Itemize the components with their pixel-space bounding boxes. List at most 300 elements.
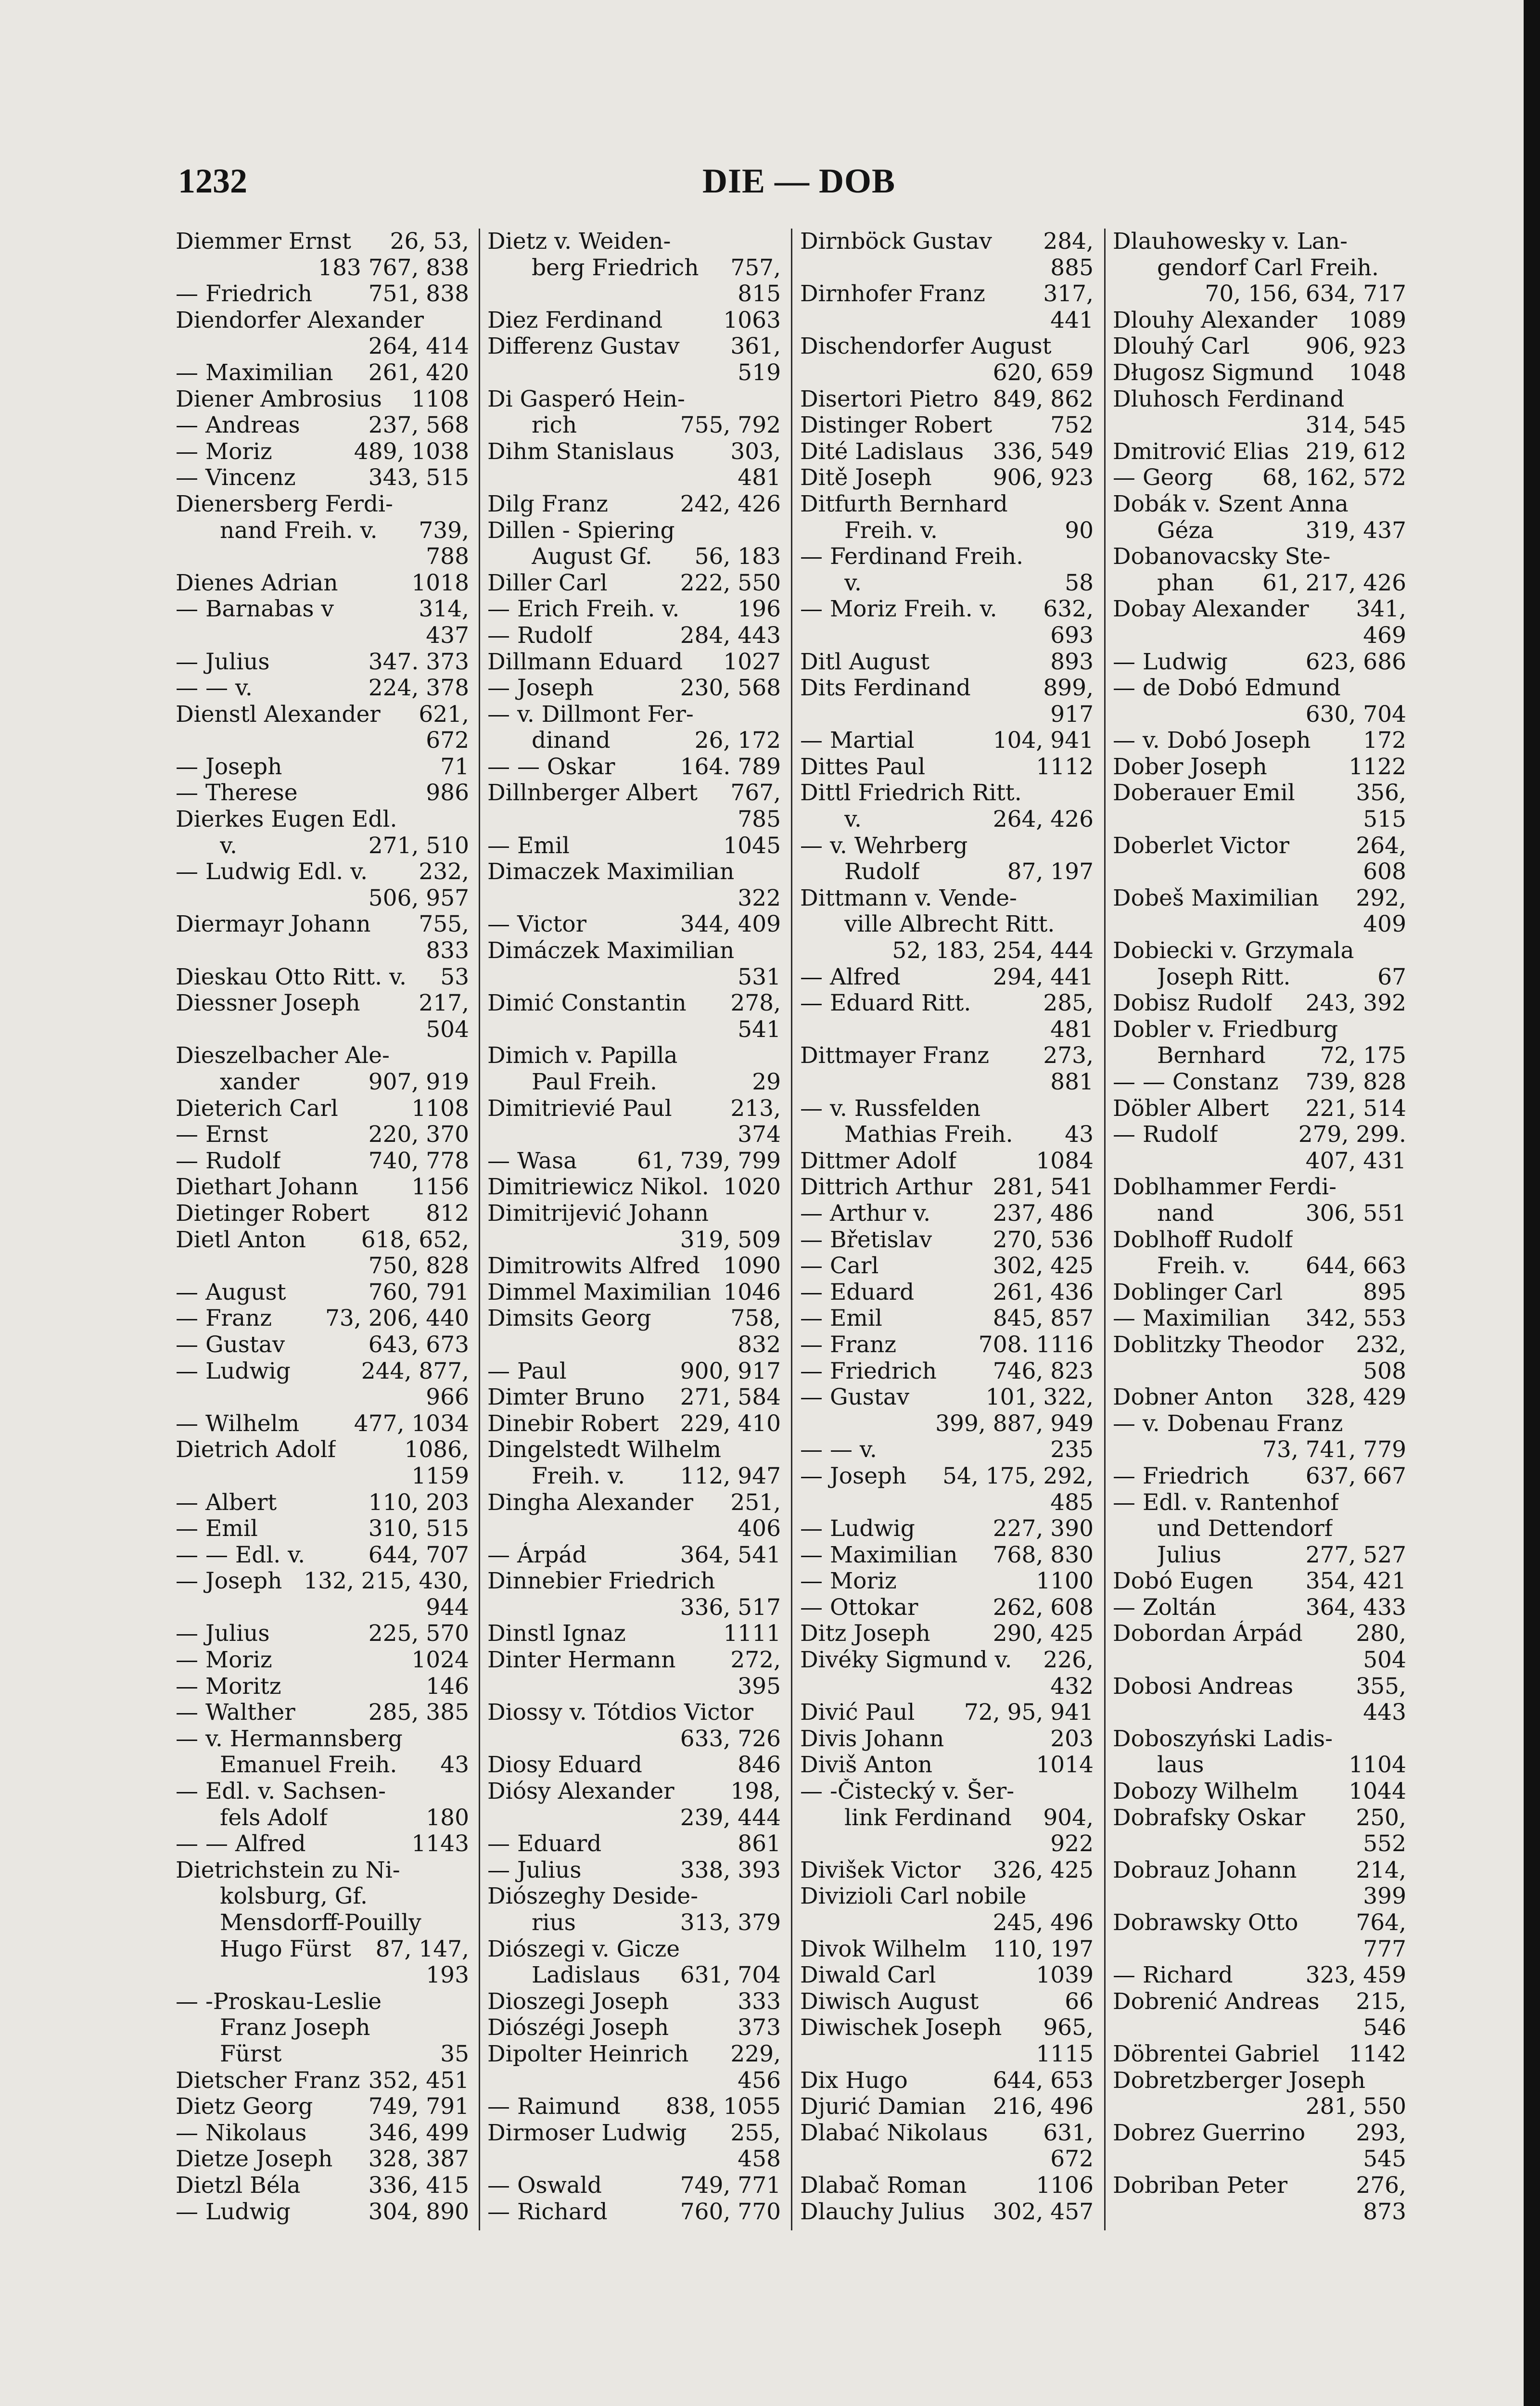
entry-page-refs: [776, 702, 781, 728]
entry-page-refs: 229, 410: [680, 1410, 781, 1437]
entry-page-refs: 443: [1363, 1700, 1406, 1726]
entry-name: Ladislaus: [532, 1962, 640, 1989]
entry-page-refs: 758,: [730, 1305, 781, 1332]
index-entry-line: [176, 2094, 469, 2120]
entry-page-refs: [1089, 885, 1094, 912]
index-entry-line: [487, 1595, 781, 1621]
index-entry-line: [800, 623, 1094, 649]
entry-name: Freih. v.: [844, 517, 938, 544]
index-entry-line: [176, 728, 469, 754]
entry-name: — Emil: [176, 1516, 258, 1542]
index-entry-line: [1113, 2120, 1406, 2147]
entry-page-refs: 1156: [411, 1174, 469, 1201]
entry-name: Dipolter Heinrich: [487, 2041, 689, 2067]
entry-name: — Oswald: [487, 2172, 602, 2199]
index-entry-line: [1113, 1621, 1406, 1647]
index-entry-line: [487, 2094, 781, 2120]
index-entry-line: [487, 386, 781, 413]
entry-name: Dlabać Nikolaus: [800, 2120, 988, 2146]
entry-page-refs: 250,: [1356, 1804, 1406, 1831]
entry-page-refs: [776, 386, 781, 413]
index-entry-line: [1113, 1490, 1406, 1516]
index-entry-line: [1113, 780, 1406, 806]
entry-page-refs: 1086,: [404, 1437, 469, 1463]
entry-name: Diemmer Ernst: [176, 229, 351, 255]
index-entry-line: [176, 938, 469, 964]
index-entry-line: [176, 675, 469, 702]
index-entry-line: [487, 570, 781, 597]
index-entry-line: [1113, 1647, 1406, 1674]
index-entry-line: [176, 1437, 469, 1463]
entry-page-refs: 338, 393: [680, 1857, 781, 1883]
index-entry-line: [176, 754, 469, 781]
running-head: DIE — DOB: [702, 162, 896, 200]
entry-name: Dietrich Adolf: [176, 1437, 336, 1463]
entry-page-refs: 873: [1363, 2199, 1406, 2225]
index-entry-line: [487, 1332, 781, 1358]
entry-name: Ditz Joseph: [800, 1621, 930, 1647]
entry-name: — Andreas: [176, 412, 300, 439]
entry-name: Diwisch August: [800, 1988, 979, 2015]
entry-page-refs: 237, 568: [368, 412, 469, 439]
index-entry-line: [800, 1201, 1094, 1227]
entry-name: Dietl Anton: [176, 1227, 306, 1253]
entry-page-refs: 768, 830: [993, 1542, 1094, 1568]
index-entry-line: [487, 1280, 781, 1306]
entry-page-refs: 1090: [723, 1253, 781, 1280]
index-entry-line: [487, 1726, 781, 1753]
entry-page-refs: 67: [1377, 964, 1406, 990]
entry-page-refs: 302, 425: [993, 1253, 1094, 1280]
entry-name: Paul Freih.: [532, 1069, 657, 1095]
entry-page-refs: 243, 392: [1305, 990, 1406, 1017]
index-entry-line: [1113, 386, 1406, 413]
index-entry-line: [176, 1332, 469, 1358]
entry-page-refs: 1104: [1349, 1752, 1406, 1779]
entry-page-refs: 71: [440, 754, 469, 780]
index-entry-line: [1113, 911, 1406, 938]
entry-page-refs: [776, 938, 781, 964]
index-entry-line: [176, 1726, 469, 1753]
entry-page-refs: 87, 147,: [375, 1936, 469, 1962]
index-entry-line: [1113, 1201, 1406, 1227]
entry-name: Dirnhofer Franz: [800, 281, 985, 307]
entry-page-refs: 214,: [1356, 1857, 1406, 1883]
entry-name: Doblhammer Ferdi-: [1113, 1174, 1337, 1201]
entry-name: — Árpád: [487, 1542, 587, 1568]
entry-name: Divok Wilhelm: [800, 1936, 967, 1962]
entry-name: Franz Joseph: [220, 2015, 370, 2041]
entry-page-refs: 314, 545: [1305, 412, 1406, 439]
entry-name: Distinger Robert: [800, 412, 993, 439]
entry-page-refs: 235: [1050, 1437, 1094, 1463]
entry-page-refs: 899,: [1043, 675, 1094, 702]
entry-name: Dobeš Maximilian: [1113, 885, 1319, 911]
index-entry-line: [800, 1227, 1094, 1254]
index-entry-line: [176, 1752, 469, 1779]
entry-name: — — v.: [176, 675, 253, 702]
entry-name: — Ludwig: [176, 1358, 291, 1384]
index-entry-line: [800, 1148, 1094, 1175]
entry-name: Diószeghy Deside-: [487, 1883, 698, 1910]
index-entry-line: [1113, 1883, 1406, 1910]
column-rule: [1104, 229, 1106, 2230]
entry-name: Divić Paul: [800, 1700, 915, 1726]
entry-page-refs: 61, 217, 426: [1262, 570, 1406, 596]
entry-name: — v. Dobó Joseph: [1113, 728, 1311, 754]
index-entry-line: [800, 1910, 1094, 1936]
entry-name: Julius: [1157, 1542, 1222, 1568]
entry-page-refs: 504: [1363, 1647, 1406, 1674]
entry-page-refs: 328, 429: [1305, 1384, 1406, 1411]
entry-page-refs: [1401, 1174, 1406, 1201]
index-entry-line: [800, 1621, 1094, 1647]
entry-page-refs: 693: [1050, 622, 1094, 649]
index-entry-line: [800, 1883, 1094, 1910]
index-entry-line: [800, 1253, 1094, 1280]
entry-page-refs: 35: [440, 2041, 469, 2067]
index-entry-line: [487, 1437, 781, 1463]
entry-name: — Ludwig: [1113, 649, 1228, 675]
entry-page-refs: 409: [1363, 911, 1406, 938]
index-entry-line: [487, 1936, 781, 1963]
entry-name: Disertori Pietro: [800, 386, 979, 412]
index-entry-line: [800, 1805, 1094, 1831]
index-entry-line: [487, 990, 781, 1017]
entry-page-refs: 221, 514: [1305, 1095, 1406, 1122]
entry-name: berg Friedrich: [532, 255, 699, 281]
entry-page-refs: 110, 203: [368, 1489, 469, 1516]
entry-page-refs: 845, 857: [993, 1305, 1094, 1332]
entry-name: — Moriz: [800, 1568, 897, 1595]
index-entry-line: [800, 1700, 1094, 1726]
index-entry-line: [487, 1752, 781, 1779]
index-entry-line: [487, 2199, 781, 2226]
index-entry-line: [176, 465, 469, 491]
index-entry-line: [487, 964, 781, 991]
entry-name: Dimsits Georg: [487, 1305, 651, 1332]
entry-page-refs: [776, 518, 781, 544]
entry-name: Dimitrijević Johann: [487, 1200, 709, 1227]
entry-page-refs: 264, 414: [368, 333, 469, 360]
entry-page-refs: 319, 509: [680, 1227, 781, 1253]
index-entry-line: [800, 806, 1094, 833]
index-entry-line: [1113, 544, 1406, 570]
entry-page-refs: 183 767, 838: [318, 255, 469, 281]
entry-name: — Julius: [176, 649, 270, 675]
entry-page-refs: 757,: [730, 255, 781, 281]
entry-page-refs: 746, 823: [993, 1358, 1094, 1384]
entry-name: Dinnebier Friedrich: [487, 1568, 715, 1595]
index-entry-line: [1113, 1805, 1406, 1831]
entry-name: Dittl Friedrich Ritt.: [800, 780, 1022, 806]
index-entry-line: [487, 360, 781, 386]
entry-name: Diószegi v. Gicze: [487, 1936, 680, 1962]
index-entry-line: [1113, 2094, 1406, 2120]
entry-page-refs: 251,: [730, 1489, 781, 1516]
entry-name: link Ferdinand: [844, 1804, 1012, 1831]
index-entry-line: [800, 1962, 1094, 1989]
entry-page-refs: [464, 2015, 469, 2041]
entry-name: Dinstl Ignaz: [487, 1621, 626, 1647]
index-entry-line: [176, 1148, 469, 1175]
index-entry-line: [800, 412, 1094, 439]
index-entry-line: [487, 229, 781, 255]
entry-name: — Ludwig: [176, 2199, 291, 2225]
index-entry-line: [487, 780, 781, 806]
entry-name: gendorf Carl Freih.: [1157, 255, 1379, 281]
index-entry-line: [487, 518, 781, 544]
index-entry-line: [1113, 1437, 1406, 1463]
entry-name: — Moriz Freih. v.: [800, 596, 997, 623]
entry-page-refs: 244, 877,: [361, 1358, 469, 1384]
entry-name: Dietrichstein zu Ni-: [176, 1857, 400, 1883]
index-entry-line: [1113, 1069, 1406, 1096]
entry-page-refs: 893: [1050, 649, 1094, 675]
index-entry-line: [800, 2146, 1094, 2173]
index-entry-line: [800, 702, 1094, 728]
index-entry-line: [487, 1674, 781, 1700]
index-entry-line: [176, 412, 469, 439]
entry-page-refs: 785: [738, 806, 781, 833]
entry-page-refs: 196: [738, 596, 781, 623]
entry-name: Dité Ladislaus: [800, 438, 964, 465]
index-entry-line: [800, 649, 1094, 676]
entry-page-refs: 229,: [730, 2041, 781, 2067]
index-entry-line: [800, 386, 1094, 413]
entry-name: — Zoltán: [1113, 1594, 1217, 1621]
entry-page-refs: 306, 551: [1305, 1200, 1406, 1227]
entry-page-refs: 621,: [419, 701, 469, 728]
index-entry-line: [487, 1043, 781, 1069]
entry-name: Dobisz Rudolf: [1113, 990, 1273, 1017]
entry-name: Dimitrievié Paul: [487, 1095, 672, 1122]
entry-page-refs: 271, 584: [680, 1384, 781, 1411]
entry-name: — Barnabas v: [176, 596, 334, 623]
index-entry-line: [1113, 1122, 1406, 1148]
entry-page-refs: 922: [1050, 1831, 1094, 1857]
entry-page-refs: [1089, 333, 1094, 360]
entry-name: — Julius: [176, 1621, 270, 1647]
index-entry-line: [176, 964, 469, 991]
index-entry-line: [800, 1674, 1094, 1700]
index-entry-line: [487, 885, 781, 912]
entry-name: August Gf.: [532, 544, 652, 570]
entry-page-refs: 777: [1363, 1936, 1406, 1962]
entry-name: — Eduard: [487, 1831, 602, 1857]
entry-page-refs: 849, 862: [993, 386, 1094, 412]
index-entry-line: [800, 1437, 1094, 1463]
entry-name: — Carl: [800, 1253, 879, 1280]
entry-page-refs: 815: [738, 281, 781, 307]
index-entry-line: [1113, 833, 1406, 859]
index-entry-line: [487, 596, 781, 623]
entry-name: — Richard: [1113, 1962, 1233, 1989]
entry-page-refs: 504: [426, 1016, 469, 1043]
entry-name: Dits Ferdinand: [800, 675, 971, 702]
entry-name: Dienstl Alexander: [176, 701, 381, 728]
entry-name: — v. Dillmont Fer-: [487, 701, 694, 728]
entry-page-refs: 917: [1050, 701, 1094, 728]
entry-page-refs: 203: [1050, 1726, 1094, 1752]
entry-page-refs: 272,: [730, 1647, 781, 1674]
entry-name: Bernhard: [1157, 1043, 1266, 1069]
index-entry-line: [800, 1174, 1094, 1201]
entry-page-refs: [776, 1043, 781, 1069]
index-entry-line: [1113, 2041, 1406, 2068]
entry-name: — Gustav: [176, 1331, 285, 1358]
entry-name: Dillen - Spiering: [487, 517, 675, 544]
entry-name: Doberauer Emil: [1113, 780, 1295, 806]
index-entry-line: [1113, 1595, 1406, 1621]
index-entry-line: [1113, 754, 1406, 781]
entry-page-refs: 620, 659: [993, 359, 1094, 386]
index-entry-line: [487, 1989, 781, 2015]
entry-name: — Joseph: [176, 754, 282, 780]
index-entry-line: [176, 307, 469, 334]
entry-page-refs: 225, 570: [368, 1621, 469, 1647]
entry-name: Divis Johann: [800, 1726, 944, 1752]
index-entry-line: [487, 1227, 781, 1254]
entry-name: Dirmoser Ludwig: [487, 2120, 687, 2146]
entry-page-refs: [776, 1883, 781, 1910]
index-entry-line: [1113, 1516, 1406, 1542]
entry-name: Döbler Albert: [1113, 1095, 1269, 1122]
entry-name: Emanuel Freih.: [220, 1752, 397, 1779]
index-entry-line: [487, 2173, 781, 2199]
entry-page-refs: 672: [1050, 2146, 1094, 2173]
entry-page-refs: 1142: [1349, 2041, 1406, 2067]
entry-name: Dirnböck Gustav: [800, 229, 992, 255]
index-entry-line: [800, 2094, 1094, 2120]
index-entry-line: [800, 1989, 1094, 2015]
entry-page-refs: 632,: [1043, 596, 1094, 623]
entry-name: Dobiecki v. Grzymala: [1113, 938, 1354, 964]
index-entry-line: [1113, 2199, 1406, 2226]
index-entry-line: [487, 1305, 781, 1332]
entry-page-refs: 608: [1363, 859, 1406, 885]
entry-page-refs: 755,: [419, 911, 469, 938]
index-entry-line: [176, 1962, 469, 1989]
entry-page-refs: [1401, 491, 1406, 518]
index-entry-line: [487, 333, 781, 360]
index-entry-line: [800, 596, 1094, 623]
entry-name: v.: [844, 806, 862, 833]
entry-name: — Vincenz: [176, 465, 296, 491]
entry-name: — Ottokar: [800, 1594, 918, 1621]
entry-page-refs: 374: [738, 1122, 781, 1148]
index-entry-line: [176, 1621, 469, 1647]
entry-name: Dlauchy Julius: [800, 2199, 965, 2225]
index-entry-line: [1113, 1752, 1406, 1779]
index-entry-line: [176, 649, 469, 676]
index-entry-line: [487, 1910, 781, 1936]
entry-name: Diethart Johann: [176, 1174, 358, 1201]
entry-name: Diósy Alexander: [487, 1779, 675, 1805]
entry-name: Dobordan Árpád: [1113, 1621, 1303, 1647]
entry-name: Dieszelbacher Ale-: [176, 1043, 390, 1069]
entry-name: nand Freih. v.: [220, 517, 378, 544]
entry-page-refs: 56, 183: [694, 544, 781, 570]
entry-page-refs: 352, 451: [368, 2067, 469, 2094]
entry-page-refs: 323, 459: [1305, 1962, 1406, 1989]
entry-name: — Joseph: [176, 1568, 282, 1595]
index-column-2: [487, 229, 781, 2225]
index-entry-line: [800, 1595, 1094, 1621]
entry-page-refs: 644, 653: [993, 2067, 1094, 2094]
entry-page-refs: 752: [1050, 412, 1094, 439]
index-entry-line: [176, 2041, 469, 2068]
entry-page-refs: 237, 486: [993, 1200, 1094, 1227]
page-header: [178, 161, 1396, 209]
entry-name: Dioszegi Joseph: [487, 1988, 669, 2015]
entry-page-refs: 751, 838: [368, 281, 469, 307]
entry-page-refs: 319, 437: [1305, 517, 1406, 544]
index-entry-line: [176, 2199, 469, 2226]
entry-name: Dittmer Adolf: [800, 1148, 957, 1174]
entry-name: Dillmann Eduard: [487, 649, 683, 675]
index-entry-line: [487, 938, 781, 964]
index-entry-line: [176, 1542, 469, 1569]
entry-name: Dilg Franz: [487, 491, 608, 517]
entry-name: Dietz Georg: [176, 2094, 313, 2120]
entry-page-refs: 58: [1065, 570, 1094, 596]
entry-page-refs: 277, 527: [1305, 1542, 1406, 1568]
index-entry-line: [176, 1831, 469, 1857]
entry-name: — Eduard Ritt.: [800, 990, 971, 1017]
index-entry-line: [800, 544, 1094, 570]
entry-page-refs: 481: [1050, 1016, 1094, 1043]
entry-name: Dimter Bruno: [487, 1384, 645, 1411]
entry-name: — August: [176, 1279, 286, 1305]
entry-page-refs: 1018: [411, 570, 469, 596]
entry-page-refs: 284,: [1043, 229, 1094, 255]
index-entry-line: [487, 2068, 781, 2094]
entry-page-refs: 906, 923: [993, 465, 1094, 491]
entry-name: Dittmann v. Vende-: [800, 885, 1017, 911]
entry-name: Dobay Alexander: [1113, 596, 1309, 623]
index-entry-line: [176, 386, 469, 413]
index-entry-line: [800, 1280, 1094, 1306]
entry-page-refs: [776, 1700, 781, 1726]
index-entry-line: [176, 1280, 469, 1306]
entry-page-refs: 146: [426, 1673, 469, 1700]
entry-name: kolsburg, Gf.: [220, 1883, 368, 1910]
entry-page-refs: 515: [1363, 806, 1406, 833]
index-entry-line: [800, 1463, 1094, 1490]
entry-page-refs: 750, 828: [368, 1253, 469, 1280]
entry-name: Diosy Eduard: [487, 1752, 642, 1779]
entry-page-refs: 1115: [1036, 2041, 1094, 2067]
entry-name: Géza: [1157, 517, 1214, 544]
entry-name: Ditě Joseph: [800, 465, 932, 491]
entry-page-refs: 1106: [1036, 2172, 1094, 2199]
entry-name: Döbrentei Gabriel: [1113, 2041, 1320, 2067]
entry-name: Dlabač Roman: [800, 2172, 967, 2199]
entry-page-refs: [1401, 1411, 1406, 1437]
entry-page-refs: [1089, 780, 1094, 806]
index-entry-line: [1113, 570, 1406, 597]
index-entry-line: [176, 911, 469, 938]
entry-name: — Edl. v. Sachsen-: [176, 1779, 386, 1805]
entry-page-refs: 328, 387: [368, 2146, 469, 2173]
entry-page-refs: [464, 1883, 469, 1910]
entry-page-refs: 1063: [723, 307, 781, 333]
entry-name: — Franz: [176, 1305, 272, 1332]
entry-page-refs: 264, 426: [993, 806, 1094, 833]
index-entry-line: [176, 1779, 469, 1805]
entry-name: Dingha Alexander: [487, 1489, 694, 1516]
